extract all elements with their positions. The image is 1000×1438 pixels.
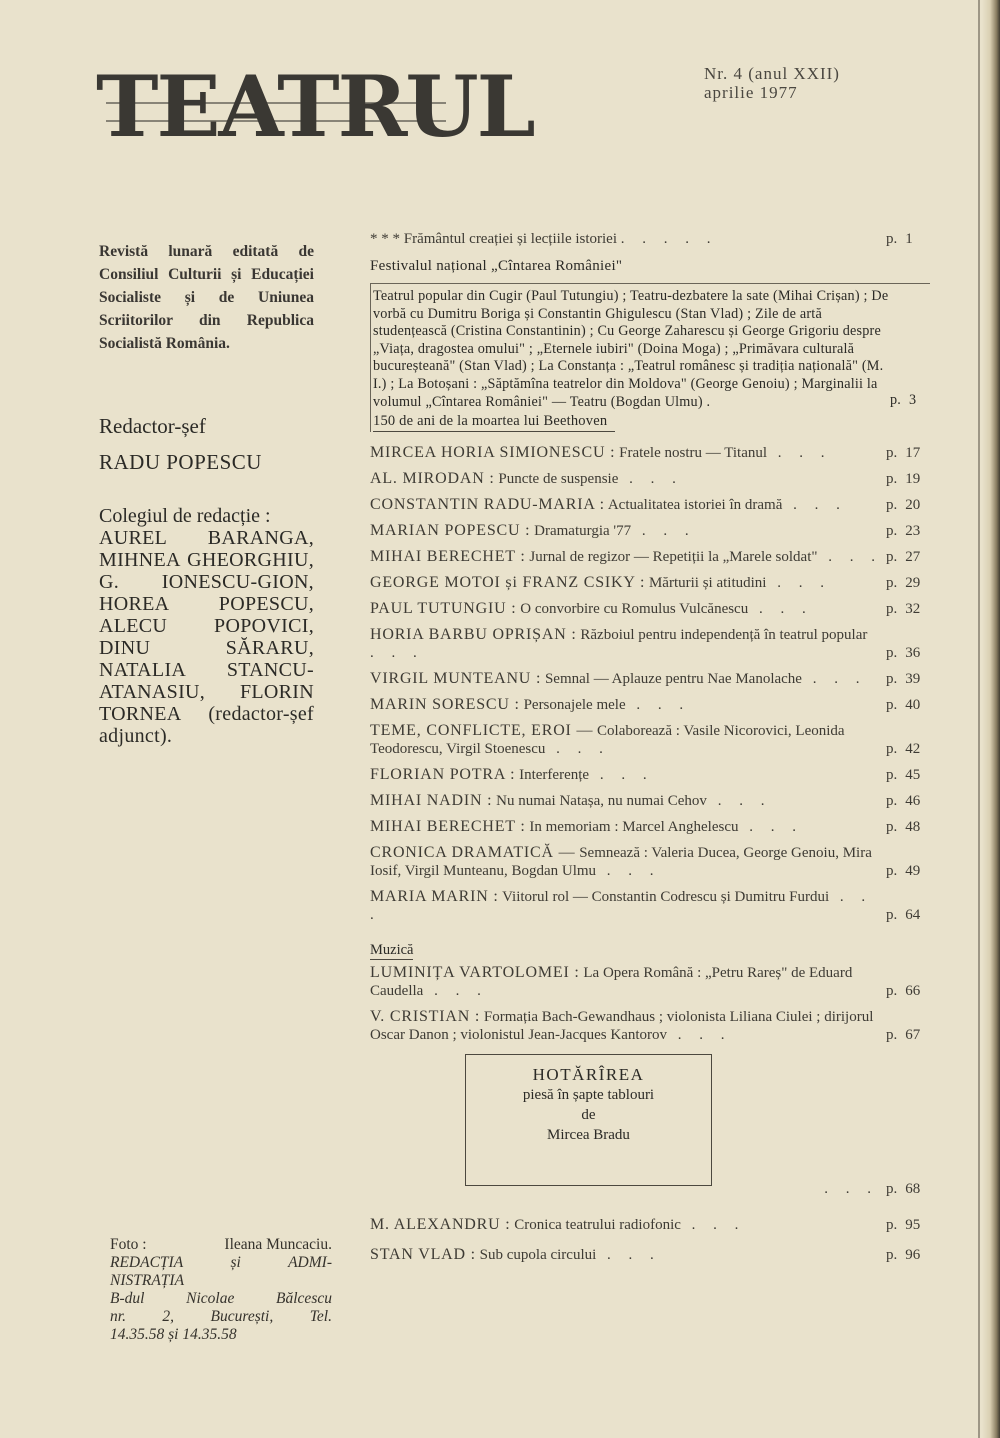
toc-entry-title: Colaborează : Vasile Nicorovici, Leonida Teodorescu, Virgil Stoenescu [370,722,845,757]
credits-text: Nicolae [186,1290,235,1307]
credits-text: Tel. [309,1308,332,1325]
leader-dots: . . . [782,496,847,513]
toc-entry-title: Jurnal de regizor — Repetiții la „Marele soldat" [529,548,818,565]
toc-entry-author: MIRCEA HORIA SIMIONESCU : [370,443,616,461]
page-prefix: p. [886,1026,898,1043]
page-number: 95 [905,1216,921,1233]
editorial-board [99,505,314,747]
page-number: 66 [905,982,921,999]
music-section-label: Muzică [370,941,414,958]
page-prefix: p. [886,231,898,247]
toc-page [886,470,938,488]
play-author: Mircea Bradu [547,1126,630,1143]
toc-entry-title: * * * Frământul creației și lecțiile istoriei [370,231,618,247]
credits-text: 2, [162,1308,175,1325]
toc-entry [370,600,938,618]
toc-entry-author: V. CRISTIAN : [370,1007,481,1025]
toc-entry-author: STAN VLAD : [370,1245,476,1263]
toc-entry-title: Nu numai Natașa, nu numai Cehov [496,792,707,809]
festival-box [370,283,930,432]
page-number: 48 [905,818,921,835]
page-number: 3 [909,392,917,409]
toc-page [886,982,938,1000]
toc-entry [370,1216,938,1234]
photo-name: Ileana Muncaciu. [224,1236,332,1253]
toc-entry-author: TEME, CONFLICTE, EROI — [370,721,594,739]
photo-label: Foto : [110,1236,147,1253]
toc-entry-author: VIRGIL MUNTEANU : [370,669,542,687]
credits-text: ADMI- [288,1254,332,1271]
page-prefix: p. [886,1216,898,1233]
spine-line [978,0,980,1438]
page-prefix: p. [886,644,898,661]
page-number: 19 [905,470,921,487]
logo-text: TEATRUL [96,57,534,156]
issue-date: aprilie 1977 [704,83,798,102]
toc-entries [370,444,938,924]
play-subtitle: piesă în șapte tablouri [522,1086,655,1103]
toc-entry-author: MARIA MARIN : [370,887,499,905]
page-prefix: p. [886,818,898,835]
toc-page [886,444,938,462]
leader-dots: . . . . . [620,231,718,247]
toc-page [890,392,930,410]
toc-page [886,600,938,618]
editor-label: Redactor-șef [99,414,206,438]
festival-title: Festivalul național „Cîntarea României" [370,258,623,274]
page-number: 29 [905,574,921,591]
leader-dots: . . . [767,444,832,461]
credits-text: București, [210,1308,274,1325]
toc-page [886,792,938,810]
toc-entry-author: MIHAI BERECHET : [370,547,526,565]
page-prefix: p. [886,470,898,487]
toc-entry [370,792,938,810]
toc-entry [370,722,938,758]
page-prefix: p. [886,792,898,809]
page-prefix: p. [886,496,898,513]
toc-entry-author: FLORIAN POTRA : [370,765,516,783]
leader-dots: . . . [738,818,803,835]
toc-entry [370,548,938,566]
festival-body-text: Teatrul popular din Cugir (Paul Tutungiu) ; Teatru-dezbatere la sate (Mihai Crișan) ; De vorbă cu Dumitru Boriga și Constantin Ghigulescu (Stan Vlad) ; Zile de artă studențească (Cristina Constantinin) ; Cu George Zaharescu și George Grigoriu despre „Viața, dragostea omului" ; „Eternele iubiri" (Doina Moga) ; „Primăvara culturală bucureșteană" (Stan Vlad) ; La Constanța : „Teatrul românesc și tradiția națională" (M. I.) ; La Botoșani : „Săptămîna teatrelor din Moldova" (George Genoiu) ; Marginalii la volumul „Cîntarea României" — Teatru (Bogdan Ulmu) [373,288,889,410]
toc-entry-play [370,1180,938,1198]
toc-page [886,574,938,592]
editorial-board-label: Colegiul de redacție : [99,505,271,527]
toc-entry-author: CONSTANTIN RADU-MARIA : [370,495,605,513]
page-number: 17 [905,444,921,461]
toc-entry-title: Mărturii și atitudini [648,574,767,591]
page-prefix: p. [886,670,898,687]
toc-entry-author: MIHAI NADIN : [370,791,493,809]
page-prefix: p. [886,906,898,923]
leader-dots: . . . [370,644,424,661]
toc-page [886,766,938,784]
toc-entry-first [370,230,938,248]
page-number: 36 [905,644,921,661]
page-prefix: p. [886,1246,898,1263]
credits-photo [110,1236,332,1254]
leader-dots: . . . [423,982,488,999]
toc-entry-author: MARIN SORESCU : [370,695,520,713]
credits-line4 [110,1290,332,1308]
toc-entry-title: In memoriam : Marcel Anghelescu [529,818,739,835]
toc-page [886,696,938,714]
page-prefix: p. [890,392,902,409]
page-prefix: p. [886,600,898,617]
toc-entry-title: Interferențe [519,766,590,783]
toc-entry-title: Războiul pentru independență în teatrul popular [580,626,868,643]
page-prefix: p. [886,444,898,461]
page-number: 1 [905,231,913,247]
leader-dots: . . . [596,862,661,879]
toc-page [886,1180,938,1198]
toc-page [886,1246,938,1264]
page-edge [982,0,1000,1438]
leader-dots: . . . [545,740,610,757]
page-number: 67 [905,1026,921,1043]
toc-entry-title: Semnează : Valeria Ducea, George Genoiu, Mira Iosif, Virgil Munteanu, Bogdan Ulmu [370,844,872,879]
music-entries [370,964,938,1044]
toc-entry-author: CRONICA DRAMATICĂ — [370,843,576,861]
page-number: 23 [905,522,921,539]
toc-page [886,670,938,688]
table-of-contents [370,230,938,1276]
toc-entry-title: O convorbire cu Romulus Vulcănescu [520,600,749,617]
issue-number: Nr. 4 (anul XXII) [704,64,840,83]
leader-dots: . . . [706,792,772,809]
beethoven-title: 150 de ani de la moartea lui Beethoven [373,413,615,432]
toc-entry [370,964,938,1000]
toc-entry [370,888,938,924]
toc-entry [370,1246,938,1264]
toc-entry-author: GEORGE MOTOI și FRANZ CSIKY : [370,573,646,591]
toc-entry-author: LUMINIȚA VARTOLOMEI : [370,963,580,981]
editorial-board-names: AUREL BARANGA, MIHNEA GHEORGHIU, G. IONESCU-GION, HOREA POPESCU, ALECU POPOVICI, DINU SĂRARU, NATALIA STANCU-ATANASIU, FLORIN TORNEA (redactor-șef adjunct). [99,527,314,747]
toc-entry-title: Formația Bach-Gewandhaus ; violonista Liliana Ciulei ; dirijorul Oscar Danon ; violonistul Jean-Jacques Kantorov [370,1008,874,1043]
leader-dots: . . . [370,888,873,923]
page-prefix: p. [886,574,898,591]
toc-entry [370,696,938,714]
page-number: 20 [905,496,921,513]
festival-body [373,288,930,411]
toc-entry-title: Cronica teatrului radiofonic [514,1216,681,1233]
credits-text: nr. [110,1308,126,1325]
toc-page [886,496,938,514]
toc-entry [370,496,938,514]
toc-last-entries [370,1216,938,1264]
page-number: 96 [905,1246,921,1263]
toc-entry-title: Semnal — Aplauze pentru Nae Manolache [544,670,802,687]
toc-page [886,818,938,836]
leader-dots: . . . [589,766,654,783]
toc-page [886,548,938,566]
credits-line2 [110,1254,332,1272]
page-number: 49 [905,862,921,879]
page-prefix: p. [886,1180,898,1197]
toc-entry [370,818,938,836]
page-number: 27 [905,548,921,565]
page-prefix: p. [886,740,898,757]
page-number: 64 [905,906,921,923]
page-prefix: p. [886,548,898,565]
toc-entry [370,844,938,880]
toc-entry [370,574,938,592]
magazine-logo [96,57,534,156]
page-number: 68 [905,1180,921,1197]
toc-page [886,1026,938,1044]
credits-text: și [230,1254,241,1271]
leader-dots: . . . [618,470,683,487]
editor-name: RADU POPESCU [99,450,262,474]
toc-page [886,906,938,924]
left-column [99,240,314,747]
leader-dots: . [706,393,718,410]
issue-info [704,64,840,102]
toc-entry-author: PAUL TUTUNGIU : [370,599,517,617]
toc-entry-title: Fratele nostru — Titanul [619,444,768,461]
toc-entry-title: Dramaturgia '77 [534,522,632,539]
toc-entry-author: HORIA BARBU OPRIȘAN : [370,625,577,643]
toc-entry [370,766,938,784]
toc-entry-title: Sub cupola circului [479,1246,597,1263]
toc-page [886,1216,938,1234]
toc-entry-title: Actualitatea istoriei în dramă [607,496,783,513]
toc-entry-title: Puncte de suspensie [498,470,619,487]
page-prefix: p. [886,982,898,999]
toc-entry [370,470,938,488]
toc-entry [370,670,938,688]
page-number: 42 [905,740,921,757]
page-number: 45 [905,766,921,783]
page-number: 40 [905,696,921,713]
credits-line6: 14.35.58 și 14.35.58 [110,1326,237,1343]
page-prefix: p. [886,696,898,713]
publisher-intro: Revistă lunară editată de Consiliul Culturii și Educației Socialiste și de Uniunea Scriitorilor din Republica Socialistă România. [99,243,314,352]
toc-page [886,862,938,880]
toc-entry-author: MIHAI BERECHET : [370,817,526,835]
leader-dots: . . . [824,1180,878,1197]
leader-dots: . . . [801,670,867,687]
leader-dots: . . . [766,574,831,591]
toc-page [886,644,938,662]
credits [110,1236,332,1344]
page-number: 32 [905,600,921,617]
toc-entry [370,444,938,462]
toc-entry-title: Viitorul rol — Constantin Codrescu și Dumitru Furdui [502,888,830,905]
leader-dots: . . . [680,1216,746,1233]
toc-page [886,230,938,248]
page-prefix: p. [886,766,898,783]
page-number: 46 [905,792,921,809]
page-prefix: p. [886,862,898,879]
toc-page [886,522,938,540]
featured-play-box [465,1054,712,1186]
play-by: de [581,1106,596,1123]
page-prefix: p. [886,522,898,539]
toc-entry [370,522,938,540]
toc-entry-author: AL. MIRODAN : [370,469,495,487]
toc-entry [370,626,938,662]
credits-text: Bălcescu [276,1290,332,1307]
play-title: HOTĂRÎREA [532,1064,645,1084]
leader-dots: . . . [817,548,882,565]
credits-text: B-dul [110,1290,145,1307]
page-number: 39 [905,670,921,687]
leader-dots: . . . [596,1246,661,1263]
leader-dots: . . . [625,696,691,713]
toc-entry [370,1008,938,1044]
leader-dots: . . . [748,600,813,617]
leader-dots: . . . [667,1026,732,1043]
toc-page [886,740,938,758]
credits-line3: NISTRAȚIA [110,1272,185,1289]
toc-entry-title: La Opera Română : „Petru Rareș" de Eduard Caudella [370,964,853,999]
leader-dots: . . . [631,522,696,539]
credits-text: REDACȚIA [110,1254,184,1271]
toc-entry-title: Personajele mele [523,696,626,713]
toc-entry-author: MARIAN POPESCU : [370,521,531,539]
credits-line5 [110,1308,332,1326]
toc-entry-author: M. ALEXANDRU : [370,1215,511,1233]
